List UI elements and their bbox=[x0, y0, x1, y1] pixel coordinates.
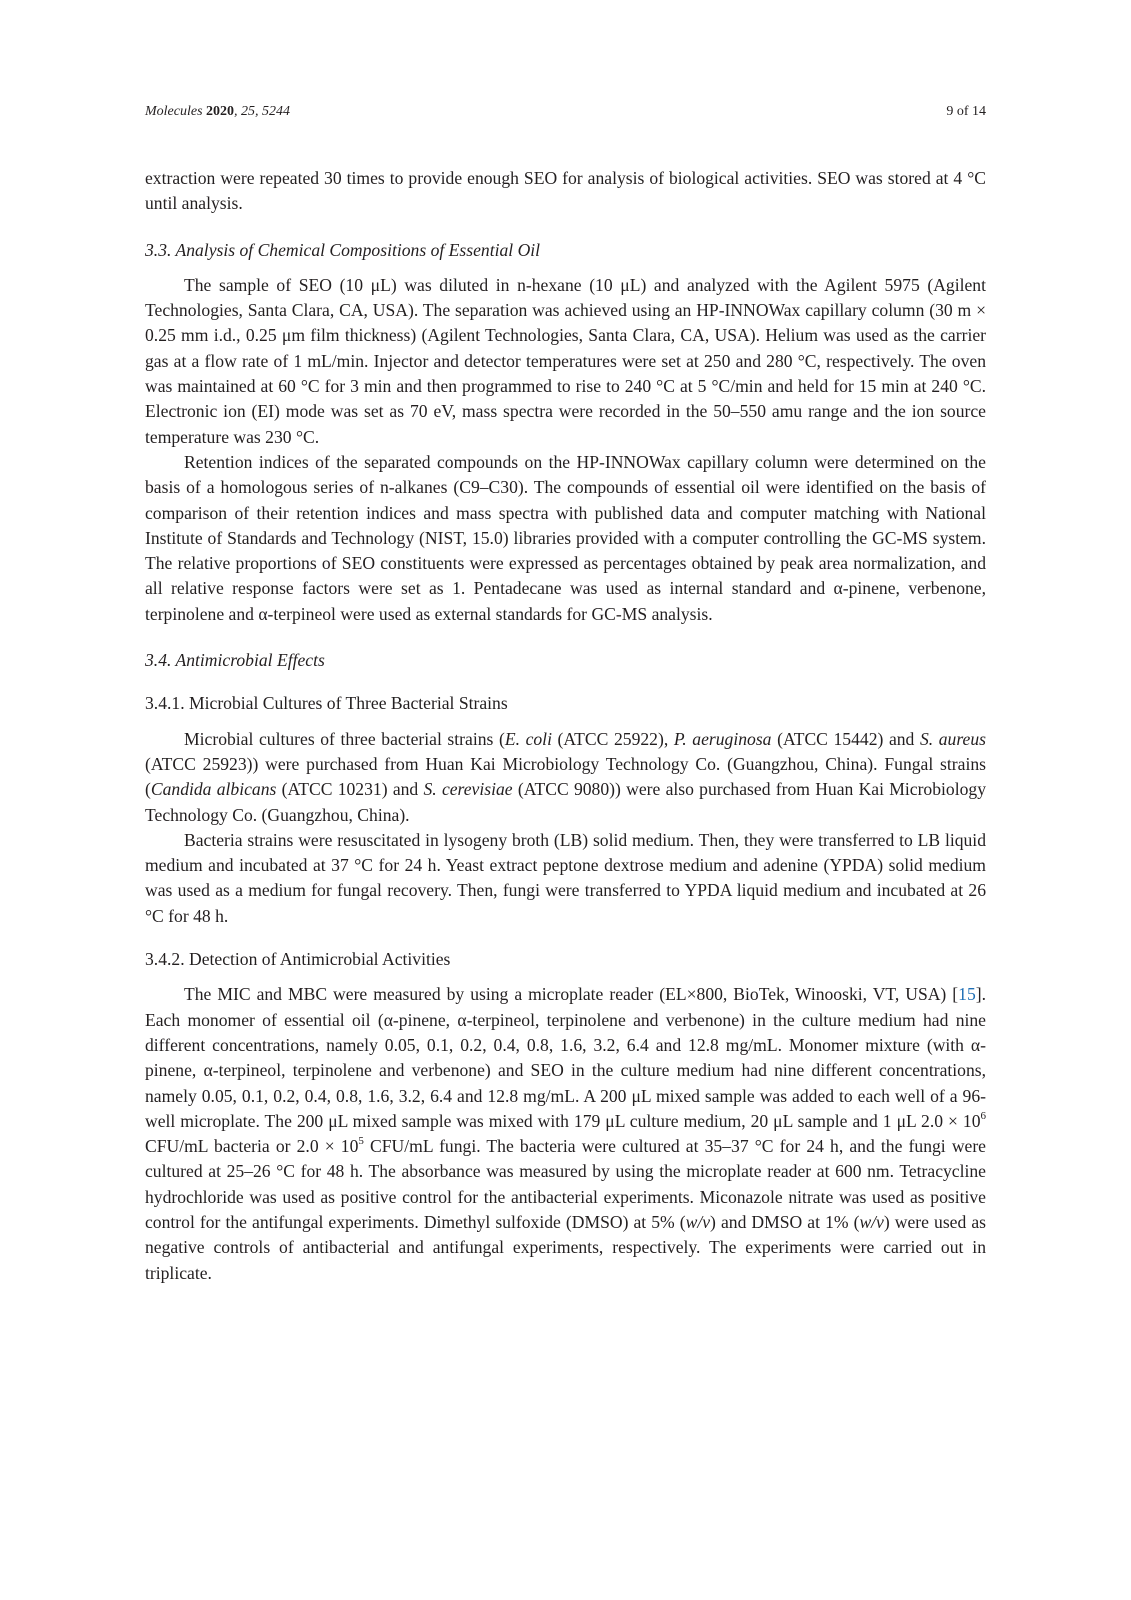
section-heading-3-3: 3.3. Analysis of Chemical Compositions of Essential Oil bbox=[145, 239, 541, 260]
journal-citation bbox=[145, 104, 290, 120]
superscript-exponent: 6 bbox=[980, 1109, 986, 1122]
subsection-heading-3-4-1: 3.4.1. Microbial Cultures of Three Bacterial Strains bbox=[145, 693, 508, 714]
text-run: (ATCC 15442) and bbox=[771, 728, 920, 749]
reference-link[interactable]: 15 bbox=[958, 984, 976, 1005]
paragraph-3-4-1-1 bbox=[145, 727, 986, 828]
unit-italic: w/v bbox=[685, 1211, 711, 1232]
paragraph-3-4-1-2: Bacteria strains were resuscitated in lysogeny broth (LB) solid medium. Then, they were transferred to LB liquid medium and incubated at 37 °C for 24 h. Yeast extract peptone dextrose medium and adenine (YPDA) solid medium was used as a medium for fungal recovery. Then, fungi were transferred to YPDA liquid medium and incubated at 26 °C for 48 h. bbox=[145, 829, 986, 926]
page-number: 9 of 14 bbox=[946, 104, 986, 119]
paragraph-intro: extraction were repeated 30 times to provide enough SEO for analysis of biological activities. SEO was stored at 4 °C until analysis. bbox=[145, 168, 986, 214]
text-run: (ATCC 25922), bbox=[551, 728, 674, 749]
text-run: ) and DMSO at 1% ( bbox=[710, 1211, 860, 1232]
journal-volume-page: , 25, 5244 bbox=[234, 104, 291, 119]
superscript-exponent: 5 bbox=[358, 1135, 364, 1148]
text-run: The MIC and MBC were measured by using a microplate reader (EL×800, BioTek, Winooski, VT, USA) [ bbox=[184, 984, 959, 1005]
text-run: (ATCC 9080)) were also purchased from Huan Kai Microbiology Technology Co. (Guangzhou, China). bbox=[145, 779, 986, 825]
species-name: Candida albicans bbox=[150, 779, 277, 800]
text-run: (ATCC 10231) and bbox=[276, 779, 424, 800]
text-run: CFU/mL fungi. The bacteria were cultured at 35–37 °C for 24 h, and the fungi were cultured at 25–26 °C for 48 h. The absorbance was measured by using the microplate reader at 600 nm. Tetracycline hydrochloride was used as positive control for the antibacterial experiments. Miconazole nitrate was used as positive control for the antifungal experiments. Dimethyl sulfoxide (DMSO) at 5% ( bbox=[145, 1136, 986, 1232]
subsection-heading-3-4-2: 3.4.2. Detection of Antimicrobial Activities bbox=[145, 949, 451, 970]
species-name: E. coli bbox=[504, 728, 552, 749]
body-text bbox=[145, 166, 986, 1286]
text-run: CFU/mL bacteria or 2.0 × 10 bbox=[145, 1136, 359, 1157]
text-run: ) were used as negative controls of antibacterial and antifungal experiments, respectively. The experiments were carried out in triplicate. bbox=[145, 1211, 986, 1283]
paragraph-3-3-1: The sample of SEO (10 μL) was diluted in n-hexane (10 μL) and analyzed with the Agilent 5975 (Agilent Technologies, Santa Clara, CA, USA). The separation was achieved using an HP-INNOWax capillary column (30 m × 0.25 mm i.d., 0.25 μm film thickness) (Agilent Technologies, Santa Clara, CA, USA). Helium was used as the carrier gas at a flow rate of 1 mL/min. Injector and detector temperatures were set at 250 and 280 °C, respectively. The oven was maintained at 60 °C for 3 min and then programmed to rise to 240 °C at 5 °C/min and held for 15 min at 240 °C. Electronic ion (EI) mode was set as 70 eV, mass spectra were recorded in the 50–550 amu range and the ion source temperature was 230 °C. bbox=[145, 274, 986, 447]
text-run: (ATCC 25923)) were purchased from Huan Kai Microbiology Technology Co. (Guangzhou, China). Fungal strains ( bbox=[145, 753, 986, 800]
text-run: ]. Each monomer of essential oil (α-pinene, α-terpineol, terpinolene and verbenone) in the culture medium had nine different concentrations, namely 0.05, 0.1, 0.2, 0.4, 0.8, 1.6, 3.2, 6.4 and 12.8 mg/mL. Monomer mixture (with α-pinene, α-terpineol, terpinolene and verbenone) and SEO in the culture medium had nine different concentrations, namely 0.05, 0.1, 0.2, 0.4, 0.8, 1.6, 3.2, 6.4 and 12.8 mg/mL. A 200 μL mixed sample was added to each well of a 96-well microplate. The 200 μL mixed sample was mixed with 179 μL culture medium, 20 μL sample and 1 μL 2.0 × 10 bbox=[145, 984, 986, 1131]
paragraph-3-4-2-1 bbox=[145, 982, 986, 1286]
text-run: Microbial cultures of three bacterial strains ( bbox=[184, 728, 505, 749]
species-name: S. cerevisiae bbox=[423, 779, 513, 800]
journal-name: Molecules bbox=[145, 104, 203, 119]
section-heading-3-4: 3.4. Antimicrobial Effects bbox=[145, 650, 325, 671]
species-name: S. aureus bbox=[919, 728, 986, 749]
species-name: P. aeruginosa bbox=[673, 728, 772, 749]
running-header bbox=[145, 104, 986, 120]
journal-year: 2020 bbox=[206, 104, 235, 119]
paragraph-3-3-2: Retention indices of the separated compounds on the HP-INNOWax capillary column were determined on the basis of a homologous series of n-alkanes (C9–C30). The compounds of essential oil were identified on the basis of comparison of their retention indices and mass spectra with published data and computer matching with National Institute of Standards and Technology (NIST, 15.0) libraries provided with a computer controlling the GC-MS system. The relative proportions of SEO constituents were expressed as percentages obtained by peak area normalization, and all relative response factors were set as 1. Pentadecane was used as internal standard and α-pinene, verbenone, terpinolene and α-terpineol were used as external standards for GC-MS analysis. bbox=[145, 451, 986, 624]
unit-italic: w/v bbox=[859, 1211, 884, 1232]
